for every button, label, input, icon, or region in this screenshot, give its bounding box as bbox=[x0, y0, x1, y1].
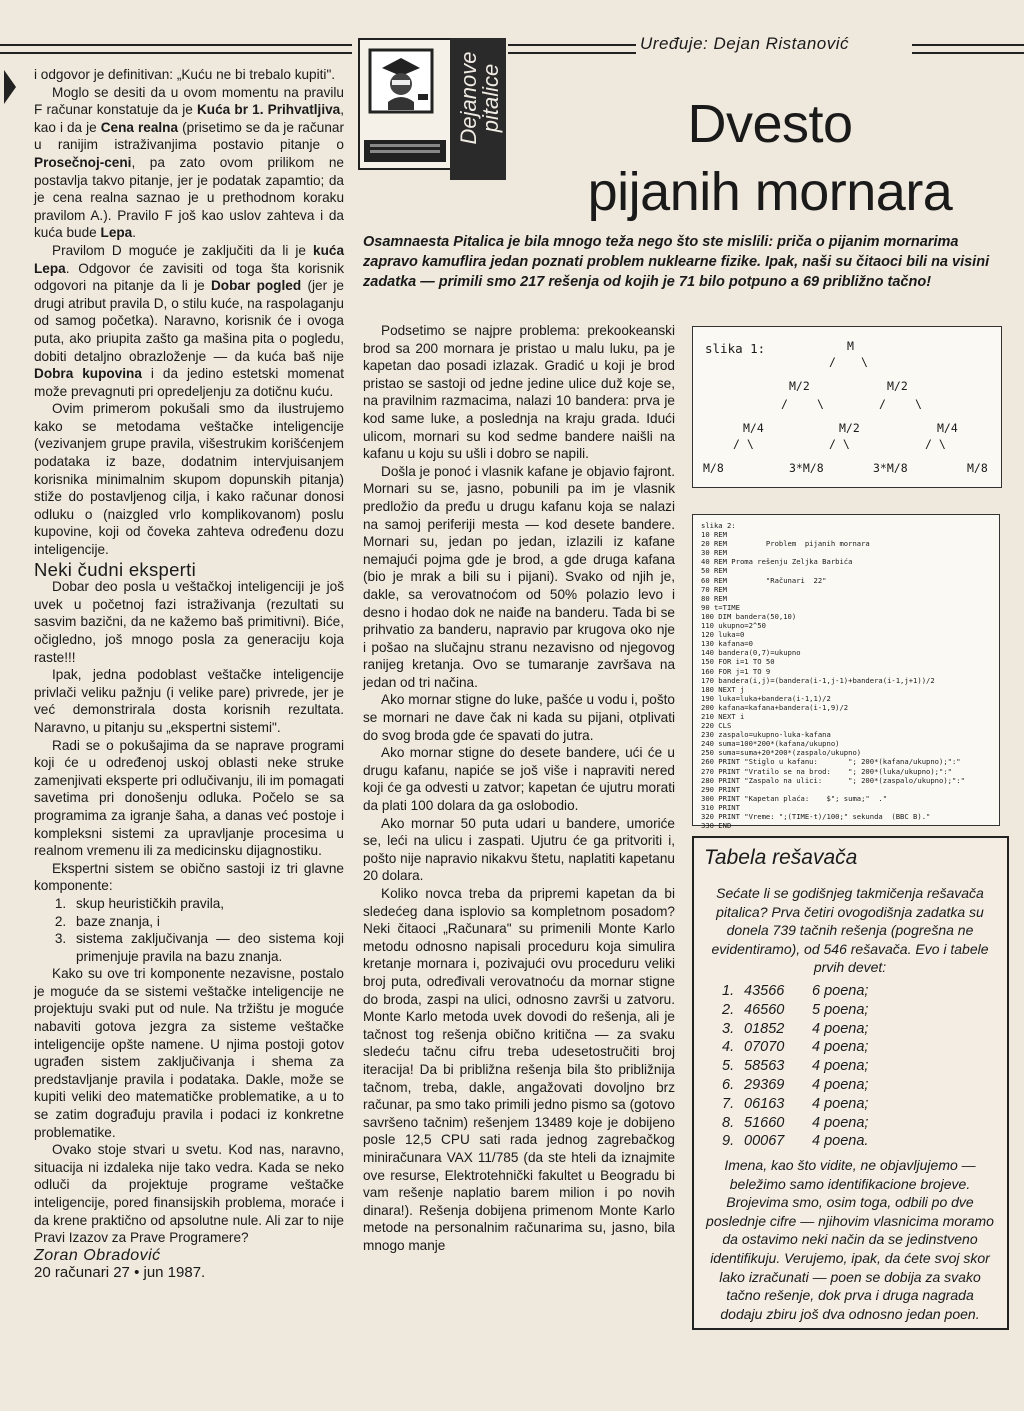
prev-paragraph: Radi se o pokušajima da se naprave programi koji će u određenoj uskoj oblasti neke struke zamenjivati eksperte pri odlučivanju, ili im pomagati savetima pri donošenju odluka. Počelo se sa programima za igranje šaha, a danas već postoje i kompleksni sistemi za upravljanje procesima u realnom vremenu ili za medicinsku dijagnostiku. bbox=[34, 737, 344, 859]
body-paragraph: Podsetimo se najpre problema: prekookeanski brod sa 200 mornara je pristao u malu luku, pa je kapetan dao posadi izlazak. Gradić u koji je brod pristao se sastoji od jedne jedine ulice duž koje se, na pravilnim razmacima, nalazi 10 bandera: prva je kod same luke, a poslednja na kraju grada. Idući ulicom, mornari su kod sedme bandere naišli na kafanu u koju su ušli i dobro se napili. bbox=[363, 323, 675, 462]
code-line: 310 PRINT bbox=[701, 802, 740, 812]
prev-paragraph: Ekspertni sistem se obično sastoji iz tri glavne komponente: bbox=[34, 860, 344, 894]
code-line: 200 kafana=kafana+bandera(i-1,9)/2 bbox=[701, 702, 849, 712]
code-line: 240 suma=100*200*(kafana/ukupno) bbox=[701, 739, 840, 749]
title-line-2: pijanih mornara bbox=[587, 162, 953, 222]
continuation-arrow-icon bbox=[4, 70, 16, 104]
tree-node: M/4 bbox=[937, 421, 958, 435]
winner-rank: 5. bbox=[722, 1058, 735, 1075]
winner-rank: 1. bbox=[722, 983, 735, 999]
tree-node: M/2 bbox=[887, 379, 908, 393]
component-list bbox=[34, 895, 344, 965]
list-item: 1. skup heurističkih pravila, bbox=[70, 895, 344, 913]
winners-list bbox=[722, 982, 868, 1151]
table-title: Tabela rešavača bbox=[704, 846, 858, 869]
winner-points: 4 poena. bbox=[812, 1133, 869, 1150]
code-line: 260 PRINT "Stiglo u kafanu: "; 200*(kafana/ukupno);":" bbox=[701, 757, 961, 767]
code-line: 30 REM bbox=[701, 548, 727, 558]
tree-node: M/8 bbox=[703, 461, 724, 475]
header-rule-right-a bbox=[508, 44, 636, 54]
tree-node: M/8 bbox=[967, 461, 988, 475]
code-line: 170 bandera(i,j)=(bandera(i-1,j-1)+bandera(i-1,j+1))/2 bbox=[701, 675, 935, 685]
winner-points: 4 poena; bbox=[812, 1058, 869, 1075]
winner-row bbox=[722, 1020, 868, 1039]
section-name: Dejanove pitalice bbox=[456, 51, 503, 145]
prev-paragraph: Pravilom D moguće je zaključiti da li je kuća Lepa. Odgovor će zavisiti od toga šta korisnik odgovori na pitanje da li je Dobar pogled (jer je drugi atribut pravila D, o stilu kuće, na raspolaganju od samog početka). Naravno, korisnik će i ovoga puta, ako priupita zašto ga mašina pita o pogledu, dobiti detaljno obrazloženje — da kuća baš nije Dobra kupovina i da jedino estetski momenat može prevagnuti pri opredeljenju za dotičnu kuću. bbox=[34, 242, 344, 399]
winner-id: 00067 bbox=[744, 1133, 785, 1150]
code-line: 150 FOR i=1 TO 50 bbox=[701, 657, 775, 667]
article-title bbox=[560, 90, 980, 226]
code-line: 220 CLS bbox=[701, 721, 732, 731]
winner-row bbox=[722, 1114, 868, 1133]
winner-rank: 6. bbox=[722, 1076, 735, 1093]
prev-paragraph: Moglo se desiti da u ovom momentu na pravilu F računar konstatuje da je Kuća br 1. Prihvatljiva, kao i da je Cena realna (prisetimo se da je računar u ranijim istraživanjima postavio pitanje o Prosečnoj-ceni, pa zato ovom prilikom ne postavlja takvo pitanje, jer je podatak zapamtio; da je cena realna saznao je u prethodnom koraku pravilom A.). Pravilo F još kao uslov zahteva i da kuća bude Lepa. bbox=[34, 84, 344, 241]
section-logo bbox=[358, 38, 452, 170]
winner-rank: 3. bbox=[722, 1020, 735, 1037]
winner-points: 4 poena; bbox=[812, 1039, 869, 1056]
winner-rank: 9. bbox=[722, 1133, 735, 1150]
code-line: 320 PRINT "Vreme: ";(TIME-t)/100;" sekunda (BBC B)." bbox=[701, 812, 931, 821]
list-item: 2. baze znanja, i bbox=[70, 913, 344, 931]
body-paragraph: Ako mornar stigne do desete bandere, ući će u drugu kafanu, napiće se još više i napraviti nered koji će ga odvesti u zatvor; kapetan će ujutru morati da plati 100 dolara da ga oslobodio. bbox=[363, 745, 675, 814]
tree-node: M/2 bbox=[839, 421, 860, 435]
code-line: 100 DIM bandera(50,10) bbox=[701, 611, 797, 621]
tree-edge: \ bbox=[915, 397, 922, 411]
winner-id: 51660 bbox=[744, 1114, 785, 1131]
solver-table bbox=[692, 836, 1009, 1330]
winner-id: 07070 bbox=[744, 1039, 785, 1056]
winner-id: 06163 bbox=[744, 1095, 785, 1112]
page-footer: 20 računari 27 • jun 1987. bbox=[34, 1264, 206, 1282]
code-line: 50 REM bbox=[701, 566, 727, 576]
winner-row bbox=[722, 1132, 868, 1151]
code-line: 270 PRINT "Vratilo se na brod: "; 200*(luka/ukupno);":" bbox=[701, 766, 952, 776]
tree-edge: / \ bbox=[925, 437, 946, 451]
code-line: 230 zaspalo=ukupno-luka-kafana bbox=[701, 730, 831, 740]
tree-node: 3*M/8 bbox=[789, 461, 824, 475]
tree-edge: / \ bbox=[829, 437, 850, 451]
code-line: 190 luka=luka+bandera(i-1,1)/2 bbox=[701, 693, 831, 703]
tree-edge: \ bbox=[817, 397, 824, 411]
body-paragraph: Koliko novca treba da pripremi kapetan da bi sledećeg dana isplovio sa kompletnom posadom? Neki čitaoci „Računara" su primenili Monte Karlo metodu odnosno napisali proceduru koja simulira kretanje mornara i, pozivajući ovu proceduru veliki broj puta, određivali verovatnoću da mornar stigne do broda, zaspi na ulici, odnosno završi u zatvoru. Monte Karlo metoda uvek dovodi do rešenja, ali je tačnost tog rešenja obično kritična — za svaku sledeću tačnu cifru treba udesetostručiti broj iteracija! Da bi približna rešenja bila što približnija tačnom, treba, dakle, angažovati dovoljno brz računar, pa smo tako primili jedno pismo sa (gotovo savršeno tačnim) rešenjem 13489 koje je dobijeno posle 12,5 CPU sati rada jednog zagrebačkog miniračunara VAX 11/785 (da ste hteli da iznajmite ove resurse, Elektrotehnički fakultet u Beogradu bi vam rešenje naplatio barem milion i po novih dinara!). Rešenja dobijena primenom Monte Karlo metode na personalnim računarima su, jasno, bila mnogo manje bbox=[363, 886, 675, 1253]
author-signature: Zoran Obradović bbox=[34, 1246, 161, 1264]
code-line: 160 FOR j=1 TO 9 bbox=[701, 666, 771, 676]
list-item: 3. sistema zaključivanja — deo sistema koji primenjuje pravila na bazu znanja. bbox=[70, 930, 344, 965]
figure-label: slika 2: bbox=[701, 521, 736, 530]
winner-points: 6 poena; bbox=[812, 983, 869, 999]
body-paragraph: Ako mornar 50 puta udari u bandere, umoriće se, leći na ulicu i zaspati. Ujutru će ga pritvoriti i, pošto nije napravio nikakvu štetu, naplatiti kapetanu 20 dolara. bbox=[363, 815, 675, 884]
winner-rank: 4. bbox=[722, 1039, 735, 1056]
prev-paragraph: Ovim primerom pokušali smo da ilustrujemo kako se metodama veštačke inteligencije (vezivanjem grupe pravila, višestrukim korišćenjem podataka iz baze, dodatnim intervjuisanjem korisnika minimalnim skupom dopunskih pitanja) stiže do postavljenog cilja, i kako računar donosi odluku o (naizgled vrlo komplikovanom) poslu kupovine, koji od čoveka zahteva određenu dozu inteligencije. bbox=[34, 401, 344, 558]
winner-id: 43566 bbox=[744, 983, 785, 999]
code-line: 140 bandera(0,7)=ukupno bbox=[701, 648, 801, 658]
table-outro: Imena, kao što vidite, ne objavljujemo — beležimo samo identifikacione brojeve. Brojevima smo, osim toga, odbili po dve poslednje cifre — njihovim vlasnicima moramo da ostavimo neki način da se jedinstveno identifikuju. Verujemo, ipak, da ćete svoj skor lako izračunati — poen se dobija za svako tačno rešenje, dok prva i druga nagrada dodaju zbiru još dva odnosno jedan poen. bbox=[706, 1157, 994, 1322]
winner-row bbox=[722, 982, 868, 1001]
tree-node: 3*M/8 bbox=[873, 461, 908, 475]
code-line: 280 PRINT "Zaspalo na ulici: "; 200*(zaspalo/ukupno);":" bbox=[701, 775, 965, 785]
winner-id: 01852 bbox=[744, 1020, 785, 1037]
prev-paragraph: Ipak, jedna podoblast veštačke inteligencije privlači veliku pažnju (i velike pare) privrede, jer je već demonstrirala dosta korisnih rezultata. Naravno, u pitanju su „ekspertni sistemi". bbox=[34, 667, 344, 735]
code-line: 80 REM bbox=[701, 593, 727, 603]
body-paragraph: Ako mornar stigne do luke, pašće u vodu i, pošto se mornari ne dave čak ni kada su pijani, otplivati do svog broda gde će spavati do jutra. bbox=[363, 692, 675, 743]
tree-edge: \ bbox=[861, 355, 868, 369]
figure-1-tree bbox=[692, 326, 1002, 488]
figure-2-listing bbox=[692, 514, 1000, 831]
code-line: 300 PRINT "Kapetan plaća: $"; suma;" ." bbox=[701, 793, 888, 803]
title-line-1: Dvesto bbox=[687, 94, 853, 154]
header-rule-left bbox=[0, 44, 352, 54]
code-line: 290 PRINT bbox=[701, 784, 740, 794]
code-line: 90 t=TIME bbox=[701, 602, 740, 612]
tree-edge: / \ bbox=[733, 437, 754, 451]
winner-id: 29369 bbox=[744, 1076, 785, 1093]
figure-label: slika 1: bbox=[705, 341, 766, 356]
code-line: 130 kafana=0 bbox=[701, 639, 753, 649]
code-line: 40 REM Proma rešenju Zeljka Barbića bbox=[701, 557, 853, 567]
winner-rank: 2. bbox=[722, 1001, 735, 1018]
header-rule-right-b bbox=[912, 44, 1024, 54]
winner-row bbox=[722, 1095, 868, 1114]
tree-edge: / bbox=[879, 397, 886, 411]
code-line: 210 NEXT i bbox=[701, 711, 745, 721]
winner-row bbox=[722, 1057, 868, 1076]
winner-rank: 7. bbox=[722, 1095, 735, 1112]
code-line: 250 suma=suma+20*200*(zaspalo/ukupno) bbox=[701, 748, 862, 758]
code-line: 330 END bbox=[701, 821, 732, 831]
article-body bbox=[363, 322, 675, 1254]
table-intro: Sećate li se godišnjeg takmičenja rešavača pitalica? Prva četiri ovogodišnja zadatka su donela 739 tačnih rešenja (pogrešna ne evidentiramo), od 546 rešavača. Evo i tabele prvih devet: bbox=[711, 885, 989, 976]
winner-points: 4 poena; bbox=[812, 1114, 869, 1131]
winner-id: 58563 bbox=[744, 1058, 785, 1075]
tree-node: M bbox=[847, 339, 854, 353]
code-line: 120 luka=0 bbox=[701, 630, 745, 640]
computer-head-icon bbox=[360, 40, 450, 168]
code-line: 20 REM Problem pijanih mornara bbox=[701, 539, 870, 549]
prev-article-column bbox=[34, 66, 344, 1282]
winner-row bbox=[722, 1076, 868, 1095]
winner-points: 5 poena; bbox=[812, 1001, 869, 1018]
winner-rank: 8. bbox=[722, 1114, 735, 1131]
code-line: 70 REM bbox=[701, 584, 727, 594]
prev-paragraph: Dobar deo posla u veštačkoj inteligenciji je još uvek u početnoj fazi istraživanja (rezultati su sasvim bazični, da ne kažemo baš primitivni). Biće, očigledno, još mnogo posla za generaciju koja raste!!! bbox=[34, 579, 344, 665]
prev-paragraph: Ovako stoje stvari u svetu. Kod nas, naravno, situacija ni izdaleka nije tako vedra. Kada se neko odluči da projektuje programe veštačke inteligencije, pored finansijskih problema, moraće i da krene praktično od apsolutne nule. Ali zar to nije Pravi Izazov za Prave Programere? bbox=[34, 1142, 344, 1246]
winner-row bbox=[722, 1038, 868, 1057]
tree-edge: / bbox=[781, 397, 788, 411]
code-line: 180 NEXT j bbox=[701, 684, 745, 694]
code-line: 10 REM bbox=[701, 530, 727, 540]
section-tab bbox=[450, 38, 506, 180]
code-line: 110 ukupno=2^50 bbox=[701, 621, 766, 631]
tree-node: M/2 bbox=[789, 379, 810, 393]
winner-points: 4 poena; bbox=[812, 1020, 869, 1037]
winner-id: 46560 bbox=[744, 1001, 785, 1018]
winner-points: 4 poena; bbox=[812, 1095, 869, 1112]
prev-paragraph: i odgovor je definitivan: „Kuću ne bi trebalo kupiti". bbox=[34, 67, 336, 82]
article-lead: Osamnaesta Pitalica je bila mnogo teža nego što ste mislili: priča o pijanim mornarima zapravo kamuflira jedan poznati problem nuklearne fizike. Ipak, naši su čitaoci bili na visini zadatka — primili smo 217 rešenja od kojih je 71 bilo potpuno a 69 približno tačno! bbox=[363, 234, 990, 290]
prev-paragraph: Kako su ove tri komponente nezavisne, postalo je moguće da se sistemi veštačke inteligencije ne projektuju svaki put od nule. Na tržištu je moguće nabaviti gotova jezgra za sisteme veštačke inteligencije opšte namene. U njima postoji gotov ugrađen sistem zaključivanja i shema za predstavljanje pravila i podataka. Dakle, može se kupiti veliki deo matematičke problematike, a u to se zatim dograđuju pravila i podaci iz konkretne problematike. bbox=[34, 966, 344, 1140]
body-paragraph: Došla je ponoć i vlasnik kafane je objavio fajront. Mornari su se, jasno, pobunili pa im je vlasnik predložio da pređu u drugu kafanu koja se nalazi na samoj periferiji mesta — kod desete bandere. Mornari su, jedan po jedan, izlazili iz kafane nemajući pojma gde je brod, a gde druga kafana (bio je mrak a bili su i pijani). Svako od njih je, dakle, sa verovatnoćom od 50% polazio levo i desno i hodao dok ne naiđe na banderu. Tada bi se prihvatio za banderu, napravio par krugova oko nje i pošao na slučajnu stranu nezavisno od njegovog ranijeg kretanja. Ovo se tumaranje završava na jedan od tri načina. bbox=[363, 463, 675, 690]
code-listing bbox=[701, 530, 999, 830]
code-line: 60 REM "Računari 22" bbox=[701, 575, 827, 585]
editor-credit: Uređuje: Dejan Ristanović bbox=[640, 34, 850, 53]
tree-node: M/4 bbox=[743, 421, 764, 435]
winner-points: 4 poena; bbox=[812, 1076, 869, 1093]
section-heading: Neki čudni eksperti bbox=[34, 558, 196, 580]
winner-row bbox=[722, 1001, 868, 1020]
tree-edge: / bbox=[829, 355, 836, 369]
